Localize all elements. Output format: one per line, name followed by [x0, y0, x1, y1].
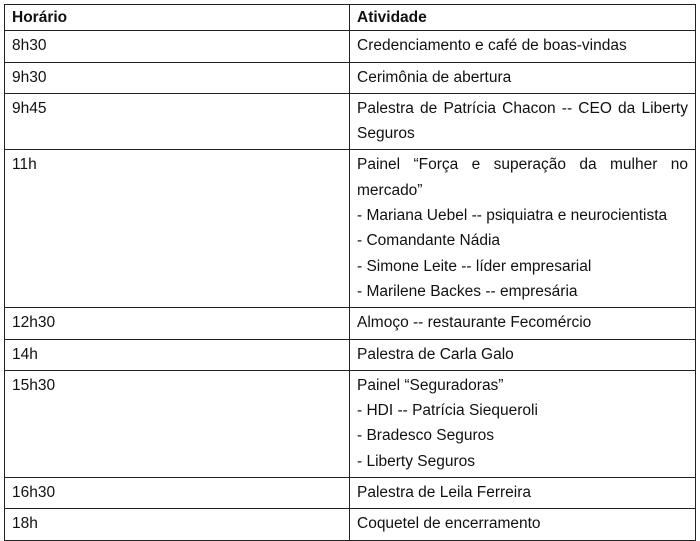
- activity-line: - Simone Leite -- líder empresarial: [357, 257, 592, 275]
- schedule-table: [4, 4, 696, 541]
- activity-line: - Liberty Seguros: [357, 452, 476, 470]
- time-cell: 15h30: [5, 370, 350, 477]
- activity-line: Coquetel de encerramento: [357, 515, 541, 533]
- activity-line: Painel “Seguradoras”: [357, 376, 504, 394]
- activity-cell: [350, 93, 696, 150]
- activity-cell: [350, 370, 696, 477]
- activity-line: Cerimônia de abertura: [357, 68, 512, 86]
- activity-cell: [350, 31, 696, 62]
- table-row: [5, 370, 696, 477]
- activity-line: Palestra de Patrícia Chacon -- CEO da Liberty Seguros: [357, 99, 688, 143]
- activity-line: - Marilene Backes -- empresária: [357, 282, 578, 300]
- activity-line: Painel “Força e superação da mulher no mercado”: [357, 156, 688, 199]
- time-cell: 14h: [5, 339, 350, 370]
- time-cell: 9h30: [5, 62, 350, 93]
- activity-cell: [350, 339, 696, 370]
- time-column-header: Horário: [5, 5, 350, 31]
- activity-cell: [350, 150, 696, 308]
- time-cell: 9h45: [5, 93, 350, 150]
- table-row: [5, 478, 696, 509]
- table-row: [5, 31, 696, 62]
- activity-cell: [350, 509, 696, 540]
- activity-line: - Bradesco Seguros: [357, 427, 494, 445]
- header-row: [5, 5, 696, 31]
- table-row: [5, 93, 696, 150]
- time-cell: 18h: [5, 509, 350, 540]
- activity-line: - Mariana Uebel -- psiquiatra e neurocientista: [357, 207, 668, 225]
- table-row: [5, 339, 696, 370]
- activity-cell: [350, 62, 696, 93]
- time-cell: 12h30: [5, 308, 350, 339]
- table-row: [5, 308, 696, 339]
- activity-cell: [350, 308, 696, 339]
- time-cell: 8h30: [5, 31, 350, 62]
- table-row: [5, 509, 696, 540]
- activity-line: Credenciamento e café de boas-vindas: [357, 37, 627, 55]
- activity-line: - HDI -- Patrícia Siequeroli: [357, 402, 538, 420]
- table-row: [5, 150, 696, 308]
- activity-line: - Comandante Nádia: [357, 232, 501, 250]
- time-cell: 16h30: [5, 478, 350, 509]
- table-row: [5, 62, 696, 93]
- activity-line: Palestra de Leila Ferreira: [357, 484, 532, 502]
- activity-cell: [350, 478, 696, 509]
- time-cell: 11h: [5, 150, 350, 308]
- activity-column-header: Atividade: [350, 5, 696, 31]
- activity-line: Palestra de Carla Galo: [357, 345, 514, 363]
- activity-line: Almoço -- restaurante Fecomércio: [357, 314, 592, 332]
